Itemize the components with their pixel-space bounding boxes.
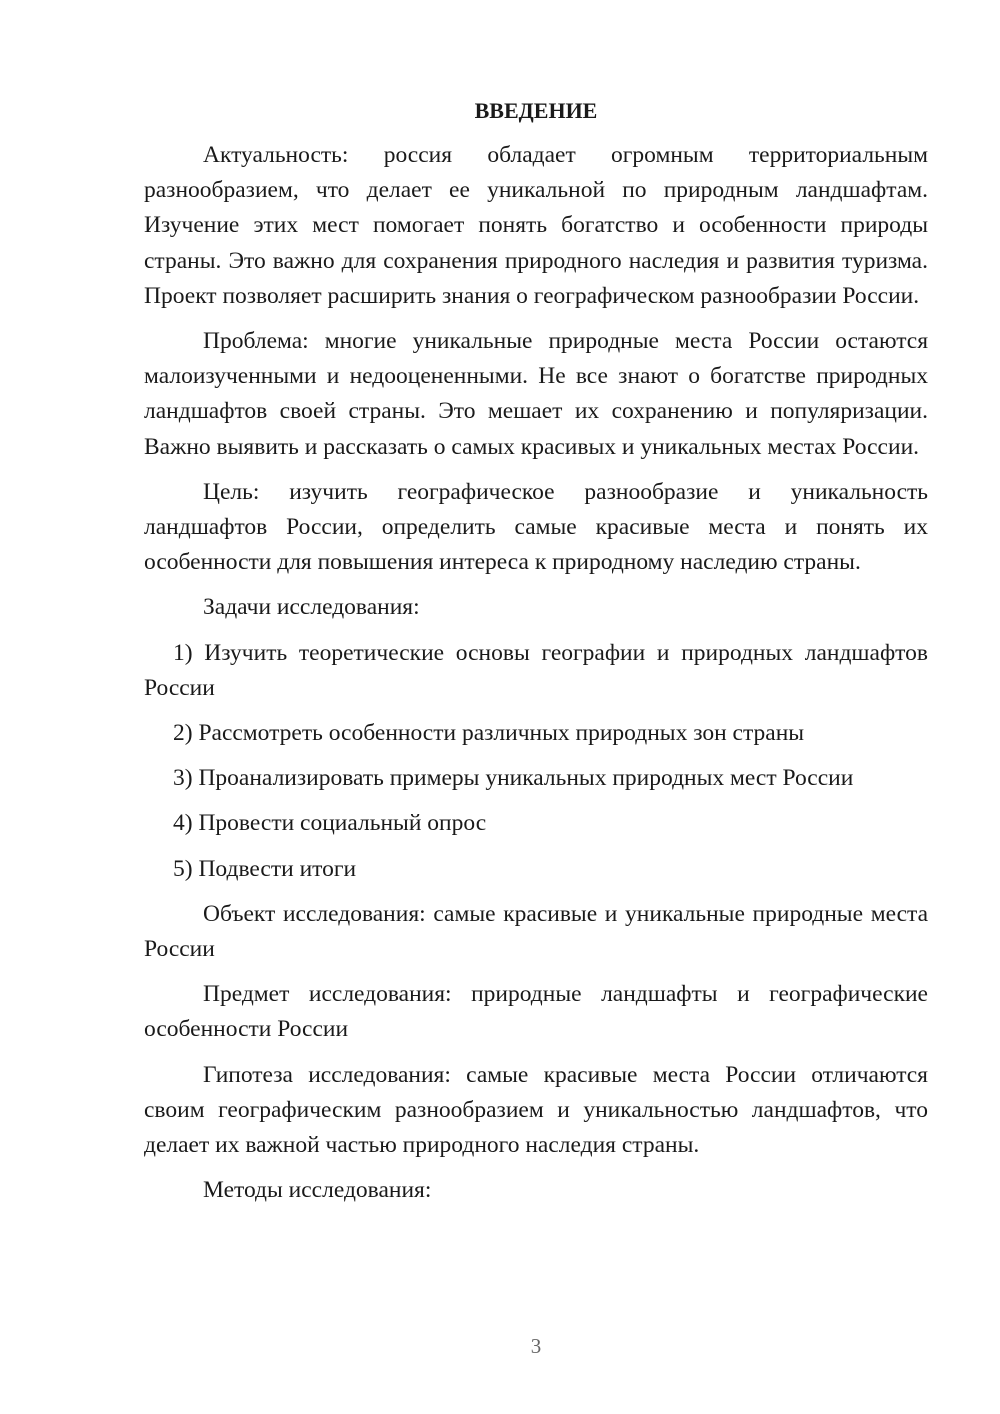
paragraph-relevance: Актуальность: россия обладает огромным территориальным разнообразием, что делает ее уникальной по природным ландшафтам. Изучение этих мест помогает понять богатство и особенности природы страны. Это важно для сохранения природного наследия и развития туризма. Проект позволяет расширить знания о географическом разнообразии России. (144, 142, 928, 309)
paragraph-goal: Цель: изучить географическое разнообразие и уникальность ландшафтов России, определить самые красивые места и понять их особенности для повышения интереса к природному наследию страны. (144, 478, 928, 576)
tasks-heading: Задачи исследования: (203, 594, 420, 621)
page-number: 3 (530, 1334, 542, 1358)
list-item: 4) Провести социальный опрос (173, 810, 487, 837)
document-page (144, 94, 928, 1218)
page-title: ВВЕДЕНИЕ (474, 98, 598, 123)
paragraph-object: Объект исследования: самые красивые и уникальные природные места России (144, 900, 928, 963)
paragraph-problem: Проблема: многие уникальные природные места России остаются малоизученными и недооцененными. Не все знают о богатстве природных ландшафтов своей страны. Это мешает их сохранению и популяризации. Важно выявить и рассказать о самых красивых и уникальных местах России. (144, 328, 928, 460)
paragraph-subject: Предмет исследования: природные ландшафты и географические особенности России (144, 981, 928, 1043)
methods-heading: Методы исследования: (203, 1177, 432, 1204)
list-item: 2) Рассмотреть особенности различных природных зон страны (173, 720, 805, 747)
paragraph-hypothesis: Гипотеза исследования: самые красивые места России отличаются своим географическим разнообразием и уникальностью ландшафтов, что делает их важной частью природного наследия страны. (144, 1061, 928, 1159)
tasks-list (144, 636, 928, 887)
list-item: 5) Подвести итоги (173, 855, 357, 882)
list-item: 1) Изучить теоретические основы географии и природных ландшафтов России (144, 639, 928, 701)
list-item: 3) Проанализировать примеры уникальных природных мест России (173, 765, 854, 792)
